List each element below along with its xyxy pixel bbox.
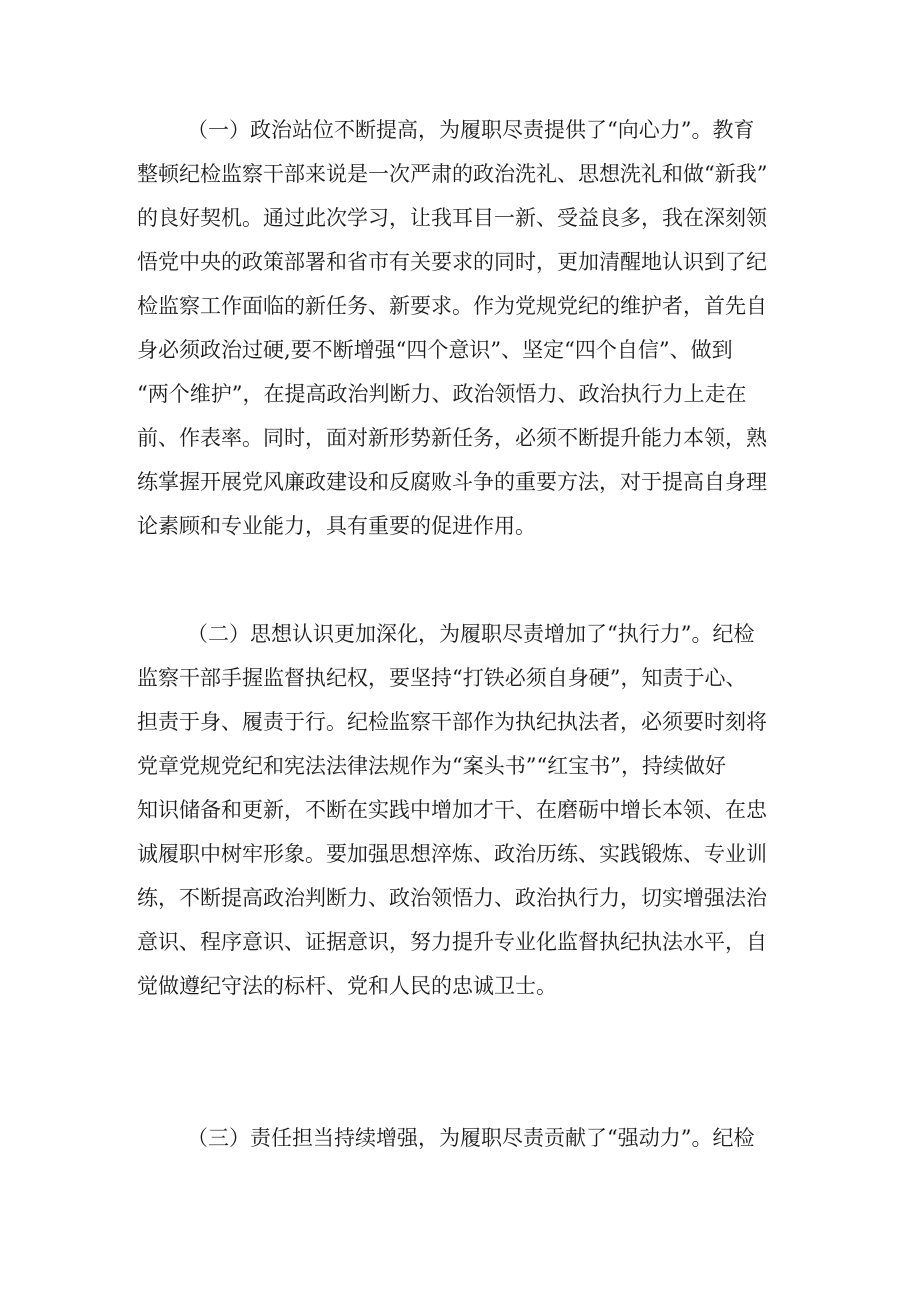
paragraph-line: 知识储备和更新，不断在实践中增加才干、在磨砺中增长本领、在忠 — [137, 798, 767, 822]
paragraph-line: 悟党中央的政策部署和省市有关要求的同时，更加清醒地认识到了纪 — [137, 250, 767, 274]
paragraph-line: 练掌握开展党风廉政建设和反腐败斗争的重要方法，对于提高自身理 — [137, 470, 767, 494]
paragraph-line: 整顿纪检监察干部来说是一次严肃的政治洗礼、思想洗礼和做“新我” — [137, 162, 768, 186]
paragraph-line: 监察干部手握监督执纪权，要坚持“打铁必须自身硬”，知责于心、 — [137, 666, 747, 690]
paragraph-line: 党章党规党纪和宪法法律法规作为“案头书”“红宝书”，持续做好 — [137, 754, 726, 778]
paragraph-line: 担责于身、履责于行。纪检监察干部作为执纪执法者，必须要时刻将 — [137, 710, 767, 734]
paragraph-line: “两个维护”，在提高政治判断力、政治领悟力、政治执行力上走在 — [137, 382, 747, 406]
paragraph-line: 意识、程序意识、证据意识，努力提升专业化监督执纪执法水平，自 — [137, 930, 767, 954]
paragraph-line: 觉做遵纪守法的标杆、党和人民的忠诚卫士。 — [137, 974, 557, 998]
paragraph-3 — [137, 1116, 797, 1160]
paragraph-line: 论素顾和专业能力，具有重要的促进作用。 — [137, 514, 536, 538]
paragraph-line: 的良好契机。通过此次学习，让我耳目一新、受益良多，我在深刻领 — [137, 206, 767, 230]
paragraph-line: （一）政治站位不断提高，为履职尽责提供了“向心力”。教育 — [187, 118, 755, 142]
paragraph-line: 前、作表率。同时，面对新形势新任务，必须不断提升能力本领，熟 — [137, 426, 767, 450]
paragraph-line: （二）思想认识更加深化，为履职尽责增加了“执行力”。纪检 — [187, 622, 755, 646]
paragraph-line: 诚履职中树牢形象。要加强思想淬炼、政治历练、实践锻炼、专业训 — [137, 842, 767, 866]
paragraph-line: （三）责任担当持续增强，为履职尽责贡献了“强动力”。纪检 — [187, 1126, 755, 1150]
paragraph-line: 身必须政治过硬,要不断增强“四个意识”、坚定“四个自信”、做到 — [137, 338, 733, 362]
paragraph-line: 检监察工作面临的新任务、新要求。作为党规党纪的维护者，首先自 — [137, 294, 767, 318]
paragraph-1 — [137, 108, 797, 548]
paragraph-line: 练，不断提高政治判断力、政治领悟力、政治执行力，切实增强法治 — [137, 886, 767, 910]
paragraph-2 — [137, 612, 797, 1008]
